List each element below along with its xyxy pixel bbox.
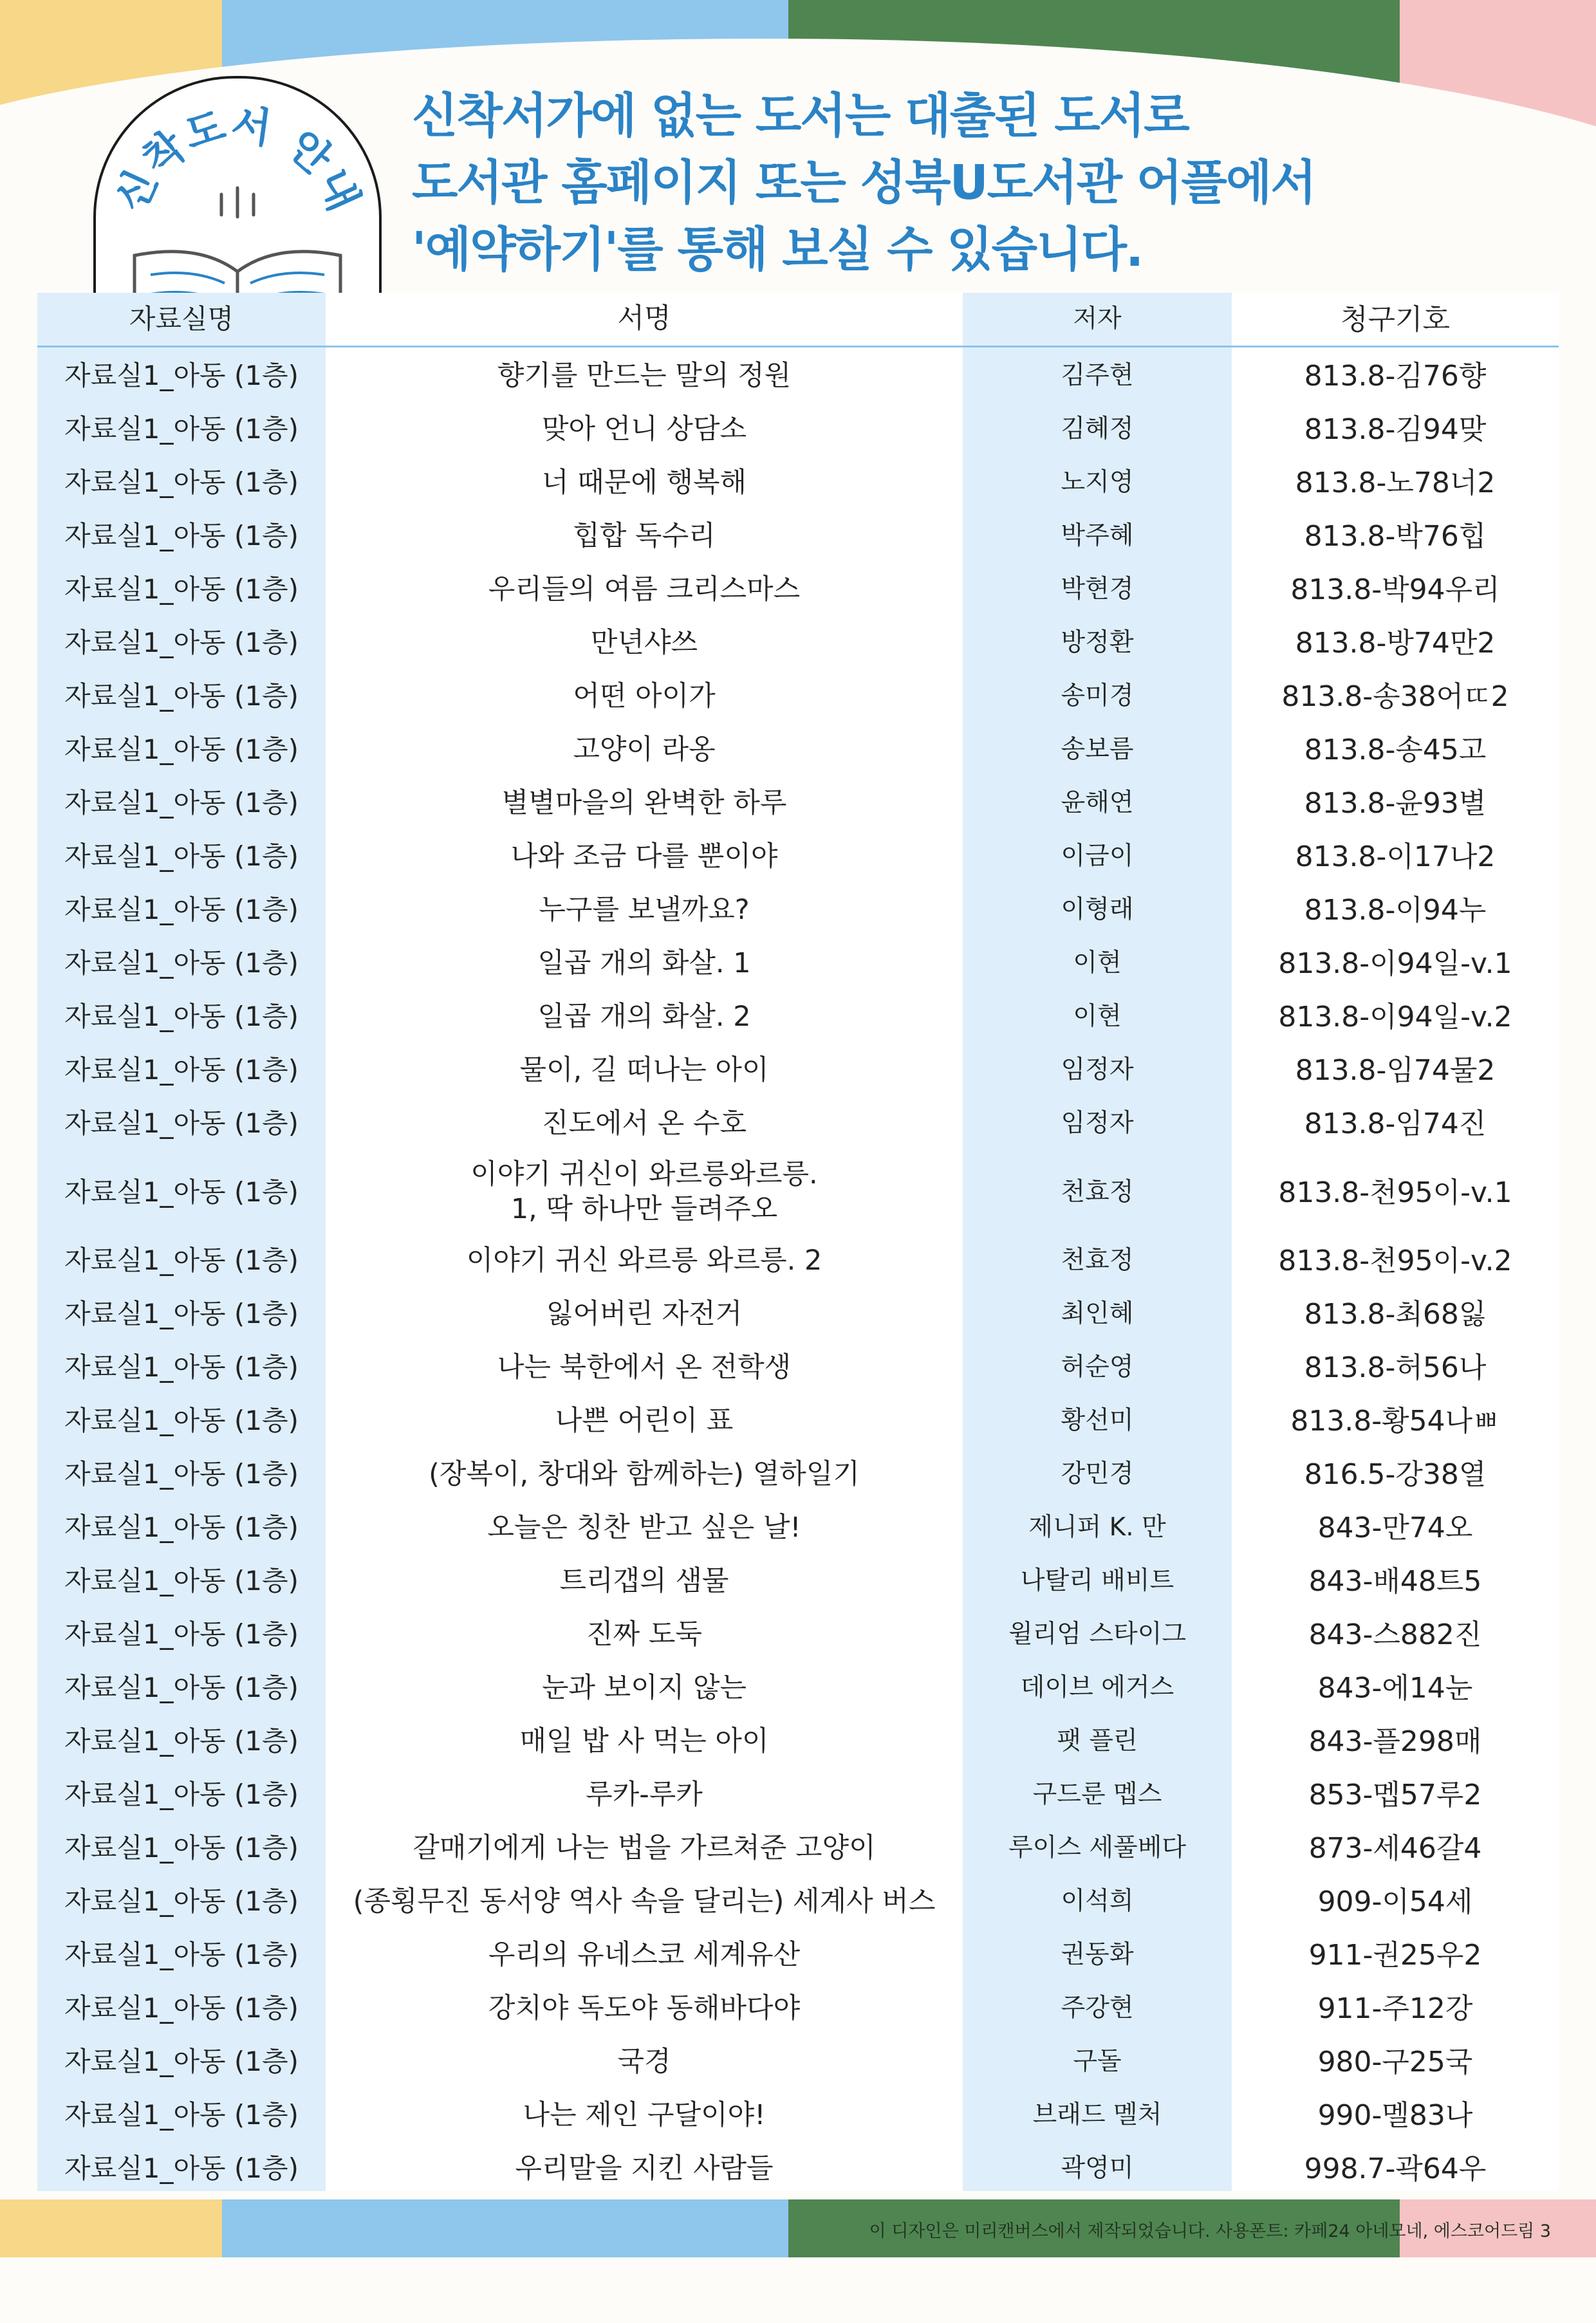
cell-title: 나는 제인 구달이야! bbox=[523, 2098, 766, 2131]
cell-room: 자료실1_아동 (1층) bbox=[64, 1107, 299, 1140]
cell-call-number: 813.8-노78너2 bbox=[1295, 467, 1496, 499]
cell-title: 매일 밥 사 먹는 아이 bbox=[519, 1725, 769, 1757]
cell-call-number: 873-세46갈4 bbox=[1308, 1832, 1482, 1865]
table-row bbox=[37, 1555, 1559, 1608]
table-row bbox=[37, 2089, 1559, 2142]
cell-call-number: 813.8-박94우리 bbox=[1290, 573, 1500, 606]
headline bbox=[412, 82, 1570, 283]
cell-title: (종횡무진 동서양 역사 속을 달리는) 세계사 버스 bbox=[353, 1885, 936, 1918]
table-row bbox=[37, 1608, 1559, 1661]
cell-title: 트리갭의 샘물 bbox=[559, 1564, 729, 1597]
table-row bbox=[37, 563, 1559, 616]
table-row bbox=[37, 1501, 1559, 1555]
cell-room: 자료실1_아동 (1층) bbox=[64, 1779, 299, 1811]
cell-room: 자료실1_아동 (1층) bbox=[64, 413, 299, 445]
header-title: 서명 bbox=[617, 302, 671, 335]
cell-room: 자료실1_아동 (1층) bbox=[64, 1458, 299, 1490]
cell-author: 팻 플린 bbox=[1057, 1726, 1138, 1756]
table-row bbox=[37, 1341, 1559, 1394]
cell-author: 제니퍼 K. 만 bbox=[1028, 1513, 1166, 1542]
cell-room: 자료실1_아동 (1층) bbox=[64, 1512, 299, 1544]
cell-title: 이야기 귀신이 와르릉와르릉. 1, 딱 하나만 들려주오 bbox=[470, 1158, 818, 1225]
headline-line-2: 도서관 홈페이지 또는 성북U도서관 어플에서 bbox=[412, 155, 1315, 210]
table-row bbox=[37, 1288, 1559, 1341]
cell-room: 자료실1_아동 (1층) bbox=[64, 2152, 299, 2185]
cell-author: 박주혜 bbox=[1061, 521, 1134, 551]
table-row bbox=[37, 1822, 1559, 1875]
cell-call-number: 816.5-강38열 bbox=[1304, 1458, 1487, 1491]
cell-author: 송보름 bbox=[1061, 735, 1134, 764]
cell-call-number: 813.8-천95이-v.1 bbox=[1278, 1176, 1512, 1209]
cell-call-number: 813.8-박76힙 bbox=[1304, 520, 1487, 553]
cell-author: 이현 bbox=[1073, 949, 1122, 978]
cell-room: 자료실1_아동 (1층) bbox=[64, 360, 299, 392]
cell-room: 자료실1_아동 (1층) bbox=[64, 734, 299, 766]
cell-title: 나와 조금 다를 뿐이야 bbox=[510, 840, 778, 873]
cell-author: 권동화 bbox=[1061, 1940, 1134, 1970]
cell-author: 황선미 bbox=[1061, 1406, 1134, 1436]
cell-room: 자료실1_아동 (1층) bbox=[64, 787, 299, 819]
cell-room: 자료실1_아동 (1층) bbox=[64, 1054, 299, 1086]
table-row bbox=[37, 349, 1559, 403]
cell-title: 이야기 귀신 와르릉 와르릉. 2 bbox=[466, 1244, 822, 1277]
cell-call-number: 843-배48트5 bbox=[1308, 1565, 1482, 1598]
cell-author: 임정자 bbox=[1061, 1055, 1134, 1085]
table-row bbox=[37, 1715, 1559, 1768]
cell-title: 누구를 보낼까요? bbox=[539, 893, 750, 926]
table-row bbox=[37, 1097, 1559, 1151]
cell-room: 자료실1_아동 (1층) bbox=[64, 573, 299, 606]
cell-author: 김혜정 bbox=[1061, 414, 1134, 444]
cell-room: 자료실1_아동 (1층) bbox=[64, 680, 299, 712]
cell-title: 나는 북한에서 온 전학생 bbox=[497, 1351, 792, 1384]
table-row bbox=[37, 884, 1559, 937]
cell-author: 브래드 멜처 bbox=[1032, 2100, 1162, 2130]
cell-call-number: 909-이54세 bbox=[1317, 1885, 1473, 1918]
table-row bbox=[37, 1982, 1559, 2035]
cell-title: 맞아 언니 상담소 bbox=[541, 412, 747, 445]
cell-room: 자료실1_아동 (1층) bbox=[64, 1001, 299, 1033]
table-row bbox=[37, 403, 1559, 456]
cell-title: 우리의 유네스코 세계유산 bbox=[488, 1938, 801, 1971]
headline-line-1: 신착서가에 없는 도서는 대출된 도서로 bbox=[412, 88, 1189, 143]
cell-call-number: 911-주12강 bbox=[1317, 1992, 1473, 2025]
table-row bbox=[37, 616, 1559, 670]
cell-call-number: 843-스882진 bbox=[1308, 1618, 1482, 1651]
cell-title: 향기를 만드는 말의 정원 bbox=[497, 359, 792, 392]
table-row bbox=[37, 510, 1559, 563]
table-row bbox=[37, 937, 1559, 990]
cell-call-number: 813.8-송45고 bbox=[1304, 734, 1487, 766]
table-row bbox=[37, 777, 1559, 830]
cell-call-number: 813.8-이94일-v.2 bbox=[1278, 1001, 1512, 1033]
table-row bbox=[37, 456, 1559, 510]
cell-title: 강치야 독도야 동해바다야 bbox=[488, 1992, 801, 2024]
cell-room: 자료실1_아동 (1층) bbox=[64, 1405, 299, 1437]
table-row bbox=[37, 1151, 1559, 1234]
cell-room: 자료실1_아동 (1층) bbox=[64, 1885, 299, 1918]
cell-call-number: 813.8-이94누 bbox=[1304, 894, 1487, 927]
cell-title: 진짜 도둑 bbox=[586, 1618, 702, 1651]
cell-author: 최인혜 bbox=[1061, 1299, 1134, 1329]
cell-author: 천효정 bbox=[1061, 1177, 1134, 1207]
cell-title: 루카-루카 bbox=[586, 1778, 703, 1811]
cell-call-number: 813.8-임74물2 bbox=[1295, 1054, 1496, 1087]
table-row bbox=[37, 830, 1559, 884]
table-row bbox=[37, 1394, 1559, 1448]
cell-room: 자료실1_아동 (1층) bbox=[64, 2046, 299, 2078]
cell-room: 자료실1_아동 (1층) bbox=[64, 520, 299, 552]
cell-author: 이석희 bbox=[1061, 1887, 1134, 1916]
cell-author: 윤해연 bbox=[1061, 788, 1134, 818]
cell-title: 우리말을 지킨 사람들 bbox=[515, 2152, 774, 2185]
cell-author: 송미경 bbox=[1061, 681, 1134, 711]
cell-call-number: 843-에14눈 bbox=[1317, 1672, 1473, 1705]
cell-call-number: 813.8-김94맞 bbox=[1304, 413, 1487, 446]
table-row bbox=[37, 723, 1559, 777]
cell-room: 자료실1_아동 (1층) bbox=[64, 1176, 299, 1208]
new-books-table bbox=[37, 293, 1559, 2191]
cell-call-number: 813.8-윤93별 bbox=[1304, 787, 1487, 820]
cell-room: 자료실1_아동 (1층) bbox=[64, 1298, 299, 1330]
cell-room: 자료실1_아동 (1층) bbox=[64, 1245, 299, 1277]
cell-title: 눈과 보이지 않는 bbox=[541, 1671, 747, 1704]
cell-room: 자료실1_아동 (1층) bbox=[64, 1939, 299, 1971]
cell-author: 구드룬 멥스 bbox=[1032, 1780, 1162, 1809]
cell-title: 우리들의 여름 크리스마스 bbox=[488, 573, 801, 606]
header-room: 자료실명 bbox=[37, 293, 326, 346]
cell-call-number: 813.8-김76향 bbox=[1304, 360, 1487, 393]
header-author: 저자 bbox=[963, 293, 1232, 346]
cell-author: 나탈리 배비트 bbox=[1020, 1566, 1174, 1596]
headline-line-3: '예약하기'를 통해 보실 수 있습니다. bbox=[412, 222, 1143, 277]
cell-title: 고양이 라옹 bbox=[573, 733, 716, 766]
cell-call-number: 813.8-최68잃 bbox=[1304, 1298, 1487, 1331]
cell-room: 자료실1_아동 (1층) bbox=[64, 627, 299, 659]
cell-author: 천효정 bbox=[1061, 1246, 1134, 1275]
cell-title: 물이, 길 떠나는 아이 bbox=[519, 1053, 769, 1086]
table-row bbox=[37, 2035, 1559, 2089]
cell-room: 자료실1_아동 (1층) bbox=[64, 1565, 299, 1597]
cell-room: 자료실1_아동 (1층) bbox=[64, 1832, 299, 1864]
footer-note: 이 디자인은 미리캔버스에서 제작되었습니다. 사용폰트: 카페24 아네모네, 에스코어드림 3 bbox=[869, 2221, 1551, 2241]
cell-title: 별별마을의 완벽한 하루 bbox=[501, 786, 787, 819]
cell-room: 자료실1_아동 (1층) bbox=[64, 947, 299, 979]
cell-title: (장복이, 창대와 함께하는) 열하일기 bbox=[429, 1458, 860, 1490]
cell-author: 이현 bbox=[1073, 1002, 1122, 1032]
table-row bbox=[37, 990, 1559, 1044]
cell-author: 이형래 bbox=[1061, 895, 1134, 925]
cell-title: 국경 bbox=[617, 2045, 671, 2078]
cell-title: 진도에서 온 수호 bbox=[541, 1107, 747, 1140]
cell-author: 데이브 에거스 bbox=[1020, 1673, 1174, 1703]
cell-call-number: 813.8-송38어ㄸ2 bbox=[1281, 680, 1509, 713]
cell-call-number: 813.8-임74진 bbox=[1304, 1107, 1487, 1140]
cell-call-number: 980-구25국 bbox=[1317, 2046, 1473, 2078]
cell-title: 잃어버린 자전거 bbox=[546, 1297, 743, 1330]
cell-call-number: 813.8-이17나2 bbox=[1295, 840, 1496, 873]
cell-author: 곽영미 bbox=[1061, 2154, 1134, 2183]
cell-room: 자료실1_아동 (1층) bbox=[64, 1725, 299, 1757]
cell-title: 힙합 독수리 bbox=[573, 519, 716, 552]
cell-room: 자료실1_아동 (1층) bbox=[64, 2099, 299, 2131]
cell-title: 오늘은 칭찬 받고 싶은 날! bbox=[487, 1511, 801, 1544]
cell-room: 자료실1_아동 (1층) bbox=[64, 467, 299, 499]
cell-call-number: 911-권25우2 bbox=[1308, 1939, 1482, 1972]
cell-author: 구돌 bbox=[1073, 2047, 1122, 2077]
cell-room: 자료실1_아동 (1층) bbox=[64, 1992, 299, 2024]
table-row bbox=[37, 1768, 1559, 1822]
cell-room: 자료실1_아동 (1층) bbox=[64, 1351, 299, 1384]
cell-author: 박현경 bbox=[1061, 575, 1134, 604]
cell-author: 노지영 bbox=[1061, 468, 1134, 497]
cell-author: 방정환 bbox=[1061, 628, 1134, 658]
cell-title: 어떤 아이가 bbox=[573, 680, 716, 712]
cell-call-number: 813.8-천95이-v.2 bbox=[1278, 1245, 1512, 1277]
cell-author: 루이스 세풀베다 bbox=[1008, 1833, 1187, 1863]
table-row bbox=[37, 1234, 1559, 1288]
table-row bbox=[37, 2142, 1559, 2196]
cell-author: 강민경 bbox=[1061, 1459, 1134, 1489]
cell-room: 자료실1_아동 (1층) bbox=[64, 1618, 299, 1651]
cell-title: 만년샤쓰 bbox=[590, 626, 698, 659]
cell-author: 허순영 bbox=[1061, 1353, 1134, 1382]
cell-call-number: 843-만74오 bbox=[1317, 1512, 1473, 1544]
cell-call-number: 990-멜83나 bbox=[1317, 2099, 1473, 2132]
cell-call-number: 813.8-허56나 bbox=[1304, 1351, 1487, 1384]
cell-room: 자료실1_아동 (1층) bbox=[64, 1672, 299, 1704]
cell-call-number: 853-멥57루2 bbox=[1308, 1779, 1482, 1811]
cell-author: 이금이 bbox=[1061, 842, 1134, 871]
cell-author: 임정자 bbox=[1061, 1109, 1134, 1138]
cell-author: 김주현 bbox=[1061, 361, 1134, 391]
badge-title: 신착도서 안내 bbox=[107, 100, 368, 219]
cell-title: 일곱 개의 화살. 1 bbox=[537, 947, 751, 979]
table-row bbox=[37, 1044, 1559, 1097]
cell-title: 너 때문에 행복해 bbox=[541, 466, 747, 499]
cell-call-number: 843-플298매 bbox=[1308, 1725, 1482, 1758]
cell-call-number: 813.8-방74만2 bbox=[1295, 627, 1496, 660]
cell-title: 일곱 개의 화살. 2 bbox=[537, 1000, 751, 1033]
table-row bbox=[37, 1929, 1559, 1982]
table-row bbox=[37, 1875, 1559, 1929]
cell-author: 주강현 bbox=[1061, 1994, 1134, 2023]
cell-call-number: 998.7-곽64우 bbox=[1304, 2152, 1487, 2185]
cell-author: 윌리엄 스타이그 bbox=[1008, 1620, 1187, 1649]
table-row bbox=[37, 1661, 1559, 1715]
cell-title: 갈매기에게 나는 법을 가르쳐준 고양이 bbox=[413, 1831, 876, 1864]
cell-call-number: 813.8-이94일-v.1 bbox=[1278, 947, 1512, 980]
header-call-number: 청구기호 bbox=[1340, 302, 1450, 336]
table-header bbox=[37, 293, 1559, 347]
cell-call-number: 813.8-황54나ㅃ bbox=[1290, 1405, 1500, 1438]
cell-room: 자료실1_아동 (1층) bbox=[64, 840, 299, 873]
table-row bbox=[37, 670, 1559, 723]
cell-room: 자료실1_아동 (1층) bbox=[64, 894, 299, 926]
table-row bbox=[37, 1448, 1559, 1501]
cell-title: 나쁜 어린이 표 bbox=[555, 1404, 734, 1437]
